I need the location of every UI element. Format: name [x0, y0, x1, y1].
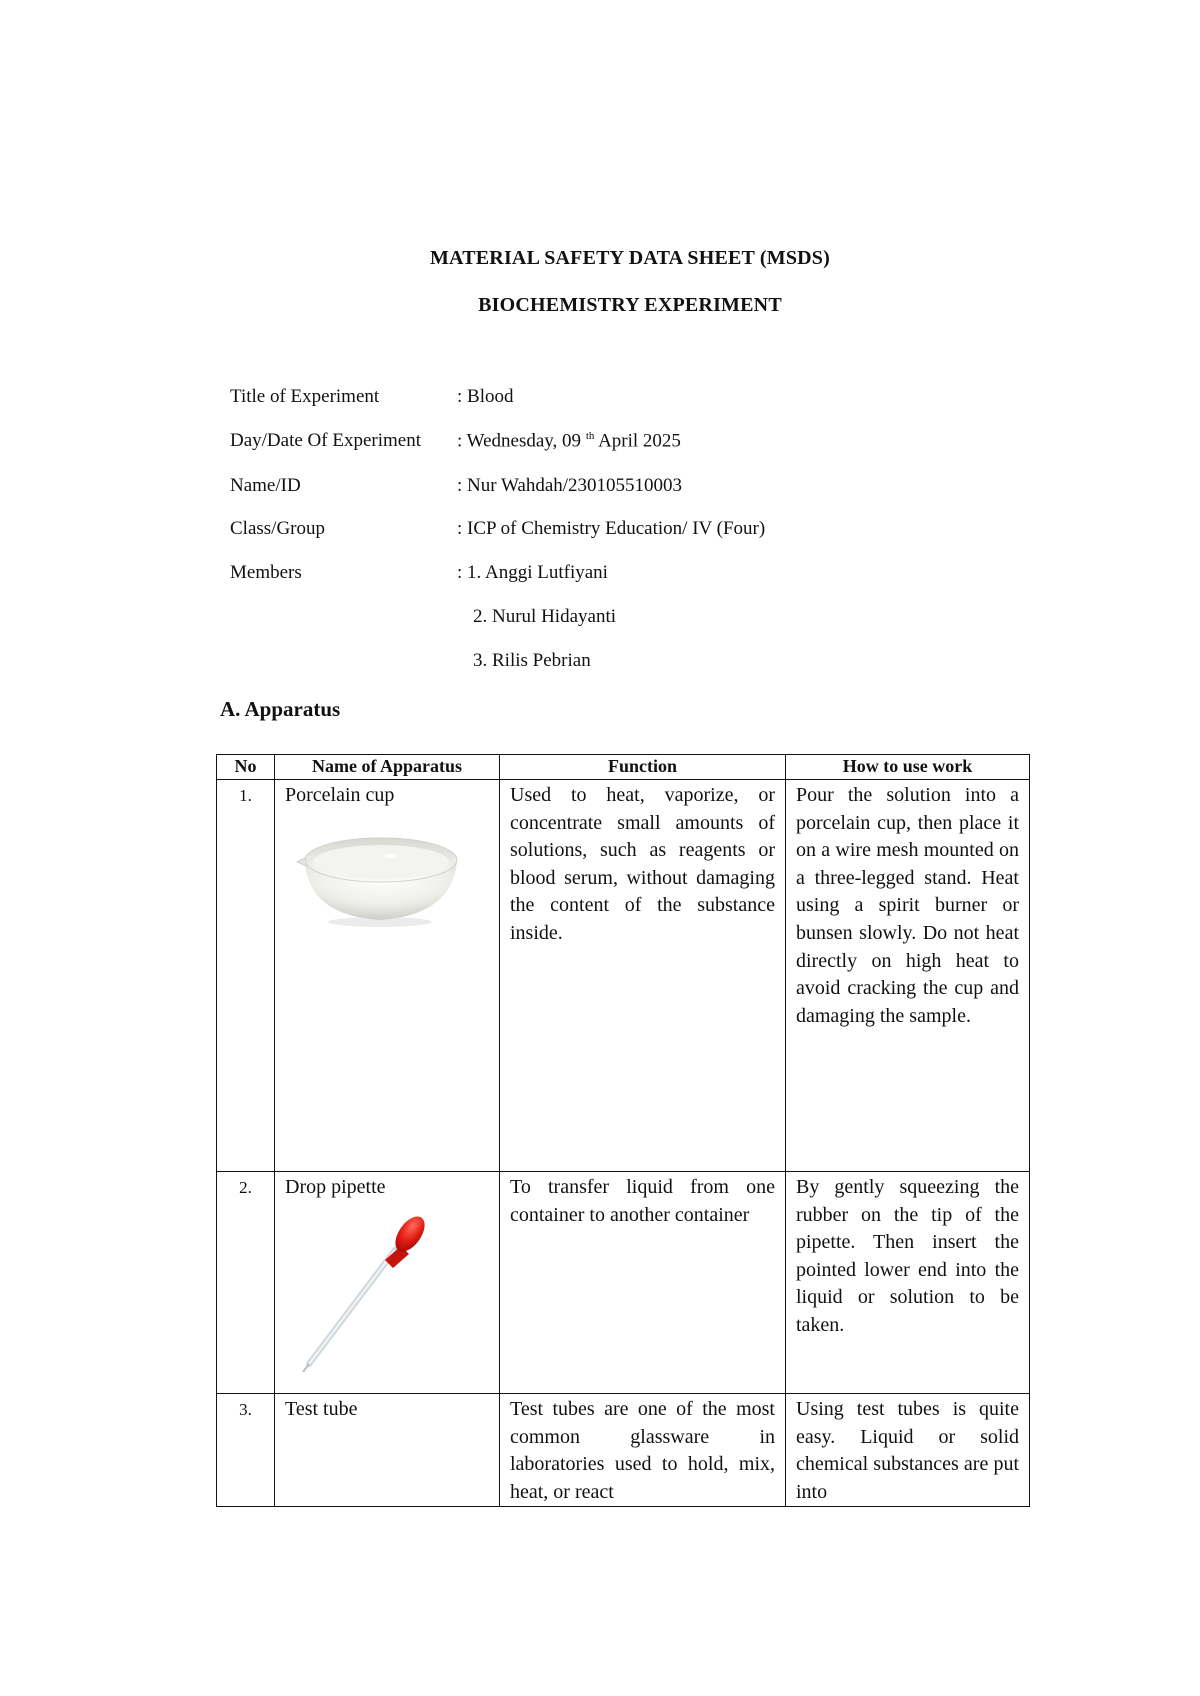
info-value: [457, 430, 681, 452]
info-value: : Nur Wahdah/230105510003: [457, 475, 683, 496]
table-row: [217, 780, 1030, 1172]
apparatus-name-cell: [275, 780, 500, 1172]
apparatus-table: [216, 754, 1030, 1507]
apparatus-name-cell: [275, 1172, 500, 1394]
table-header-row: [217, 755, 1030, 780]
column-header-name: Name of Apparatus: [275, 755, 500, 780]
function-cell: Used to heat, vaporize, or concentrate small amounts of solutions, such as reagents or blood serum, without damaging the content of the substance inside.: [500, 780, 786, 1172]
column-header-no: No: [217, 755, 275, 780]
date-prefix: : Wednesday, 09: [457, 430, 582, 452]
apparatus-name: Porcelain cup: [285, 784, 395, 806]
info-value: : ICP of Chemistry Education/ IV (Four): [457, 518, 766, 539]
info-label: Class/Group: [230, 518, 325, 539]
column-header-how-to-use: How to use work: [786, 755, 1030, 780]
info-label: Title of Experiment: [230, 386, 380, 407]
how-to-use-cell: By gently squeezing the rubber on the tip of the pipette. Then insert the pointed lower end into the liquid or solution to be taken.: [786, 1172, 1030, 1394]
how-to-use-cell: Using test tubes is quite easy. Liquid or solid chemical substances are put into: [786, 1394, 1030, 1507]
member-item: : 1. Anggi Lutfiyani: [457, 562, 608, 583]
info-value: : Blood: [457, 386, 514, 407]
function-cell: Test tubes are one of the most common glassware in laboratories used to hold, mix, heat, or react: [500, 1394, 786, 1507]
date-suffix: April 2025: [598, 430, 681, 452]
info-label: Members: [230, 562, 302, 583]
document-subtitle: BIOCHEMISTRY EXPERIMENT: [478, 294, 782, 316]
table-row: [217, 1172, 1030, 1394]
row-number: 2.: [217, 1172, 275, 1394]
row-number: 1.: [217, 780, 275, 1172]
row-number: 3.: [217, 1394, 275, 1507]
how-to-use-cell: Pour the solution into a porcelain cup, then place it on a wire mesh mounted on a three-legged stand. Heat using a spirit burner or bunsen slowly. Do not heat directly on high heat to avoid cracking the cup and damaging the sample.: [786, 780, 1030, 1172]
info-label: Name/ID: [230, 475, 301, 496]
member-item: 3. Rilis Pebrian: [473, 650, 591, 671]
date-superscript: th: [585, 430, 595, 442]
apparatus-name-cell: [275, 1394, 500, 1507]
apparatus-name: Test tube: [285, 1398, 358, 1420]
table-row: [217, 1394, 1030, 1507]
porcelain-cup-image: [285, 820, 489, 939]
apparatus-name: Drop pipette: [285, 1176, 386, 1198]
drop-pipette-image: [285, 1212, 489, 1381]
section-heading: A. Apparatus: [220, 697, 341, 721]
document-title: MATERIAL SAFETY DATA SHEET (MSDS): [429, 247, 830, 269]
column-header-function: Function: [500, 755, 786, 780]
member-item: 2. Nurul Hidayanti: [473, 606, 617, 627]
function-cell: To transfer liquid from one container to another container: [500, 1172, 786, 1394]
info-label: Day/Date Of Experiment: [230, 430, 421, 451]
